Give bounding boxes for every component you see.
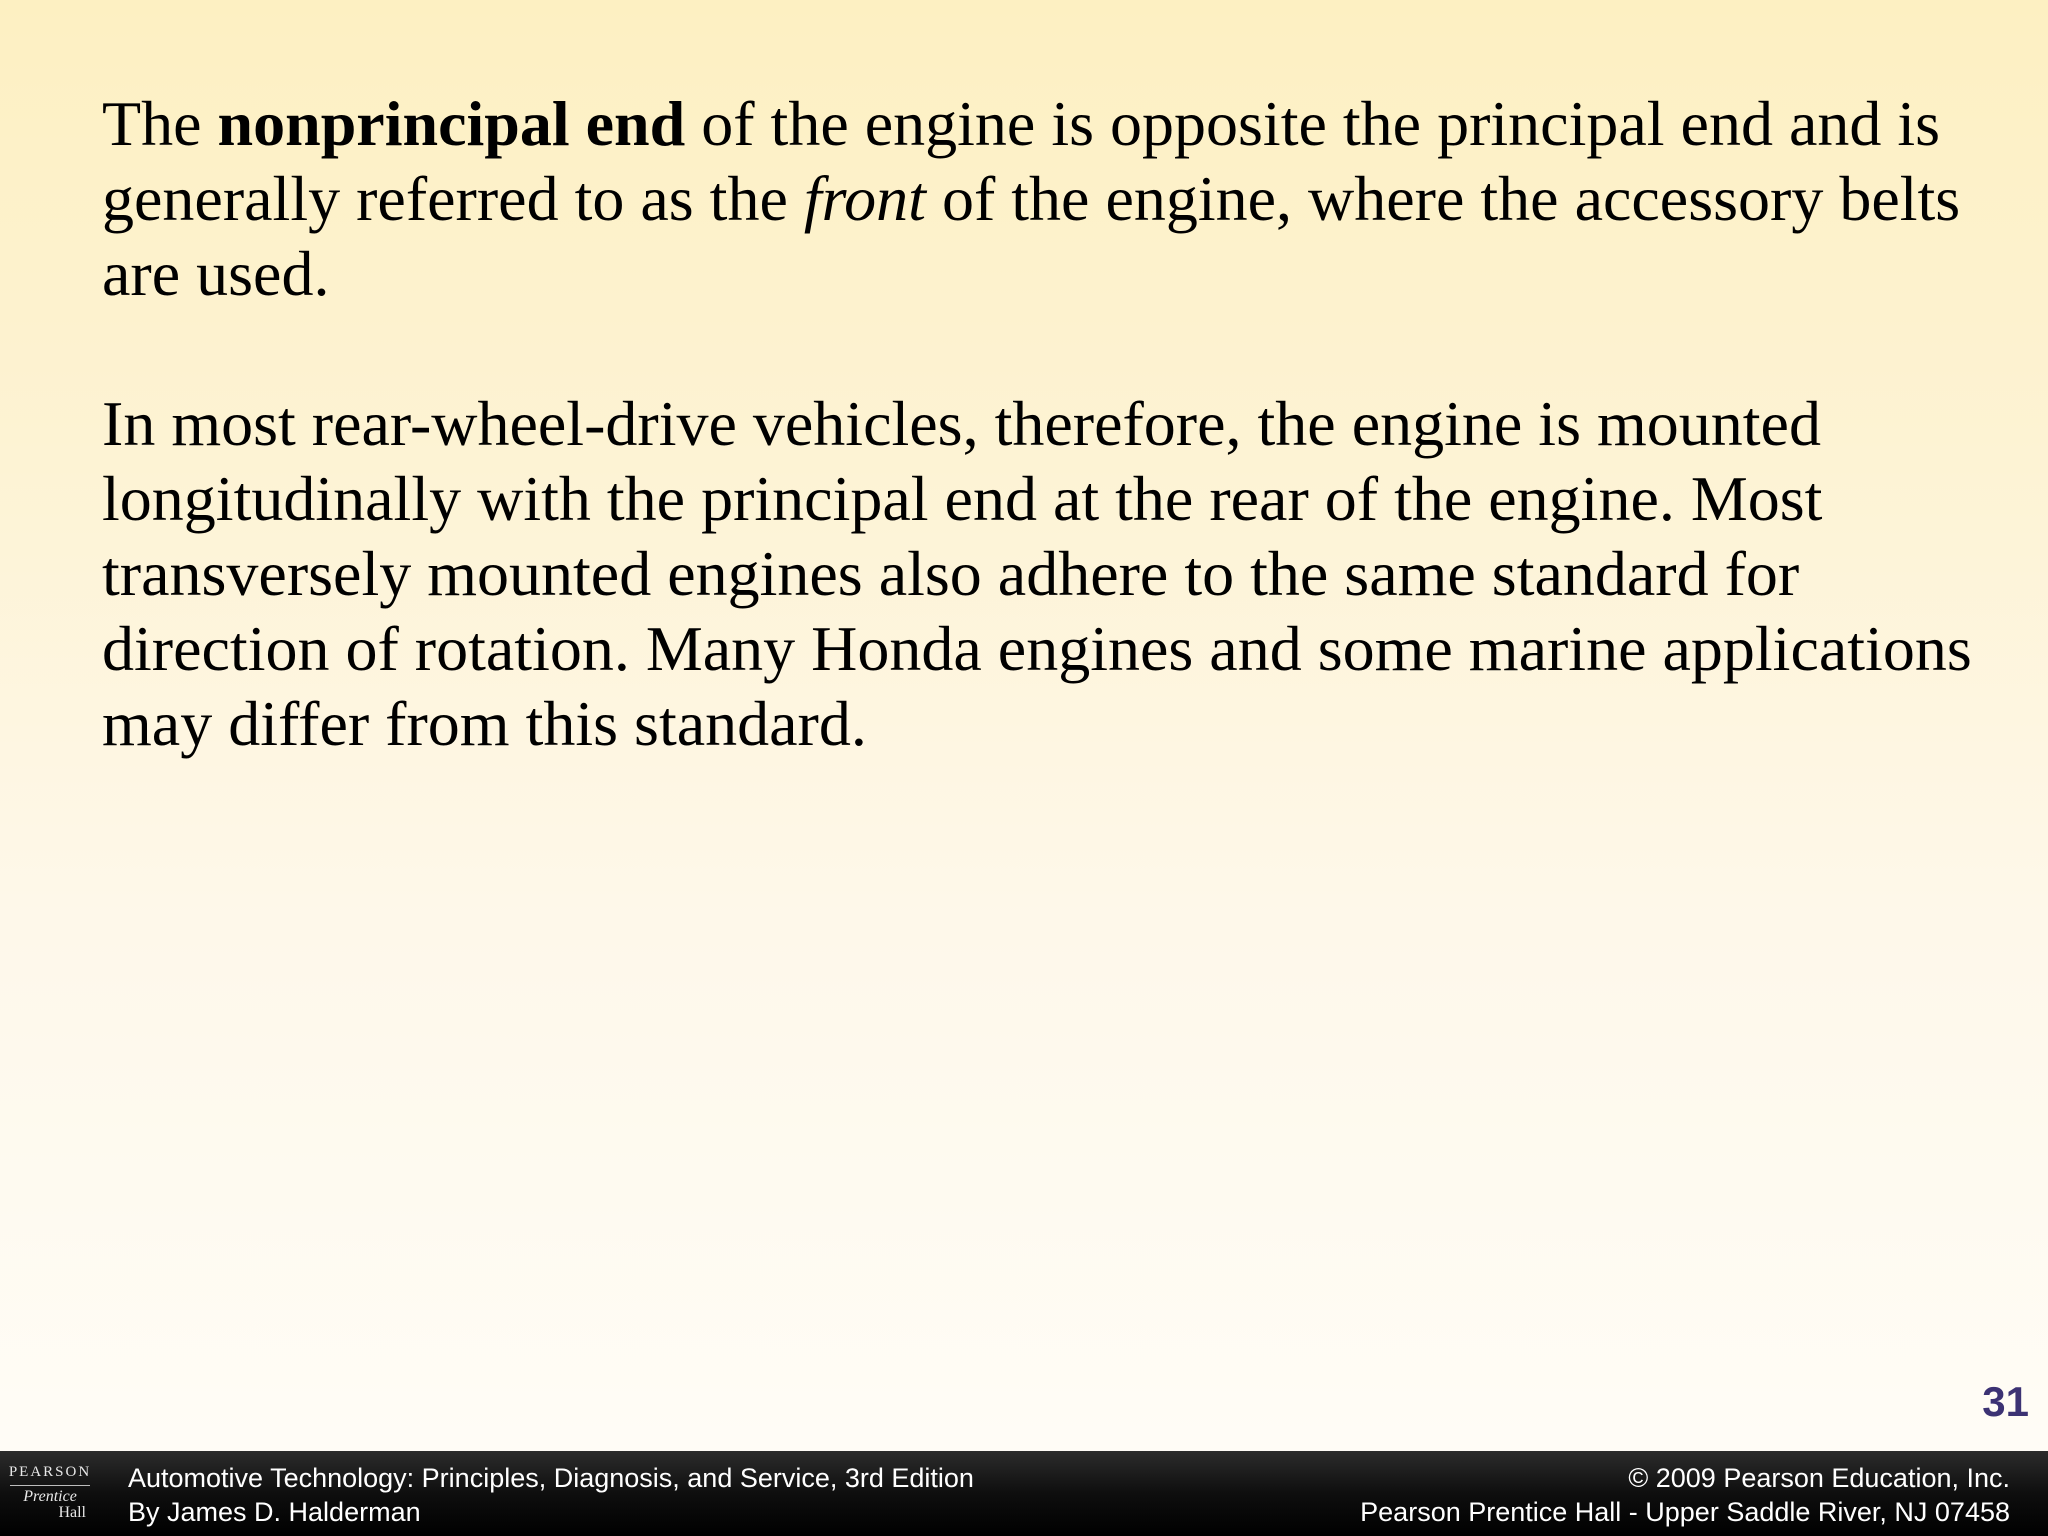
footer-book-info [128, 1461, 974, 1529]
slide-number: 31 [1982, 1378, 2029, 1425]
para1-text-b: of the engine is opposite the principal end and is generally referred to as the [102, 88, 1941, 234]
term-nonprincipal-end: nonprincipal end [217, 88, 686, 159]
copyright-notice: © 2009 Pearson Education, Inc. [1628, 1463, 2010, 1493]
publisher-address: Pearson Prentice Hall - Upper Saddle River, NJ 07458 [1360, 1497, 2010, 1527]
book-author: By James D. Halderman [128, 1497, 421, 1527]
para1-text-c: of the engine, where the accessory belts are used. [102, 163, 1961, 309]
paragraph-nonprincipal-end [102, 86, 2002, 311]
logo-divider [10, 1485, 90, 1486]
pearson-prentice-hall-logo [4, 1463, 96, 1533]
paragraph-engine-mounting: In most rear-wheel-drive vehicles, therefore, the engine is mounted longitudinally with the principal end at the rear of the engine. Most transversely mounted engines also adhere to the same standard for direction of rotation. Many Honda engines and some marine applications may differ from this standard. [102, 388, 1972, 759]
footer-bar [0, 1451, 2048, 1536]
logo-prentice: Prentice [23, 1488, 77, 1505]
para1-text-a: The [102, 88, 218, 159]
book-title: Automotive Technology: Principles, Diagnosis, and Service, 3rd Edition [128, 1463, 974, 1493]
term-front: front [803, 163, 926, 234]
logo-hall: Hall [58, 1504, 86, 1521]
footer-publisher-info [1360, 1461, 2010, 1529]
logo-pearson-text: PEARSON [8, 1464, 92, 1480]
slide-body [102, 86, 2002, 761]
logo-prentice-hall-text [4, 1489, 96, 1521]
